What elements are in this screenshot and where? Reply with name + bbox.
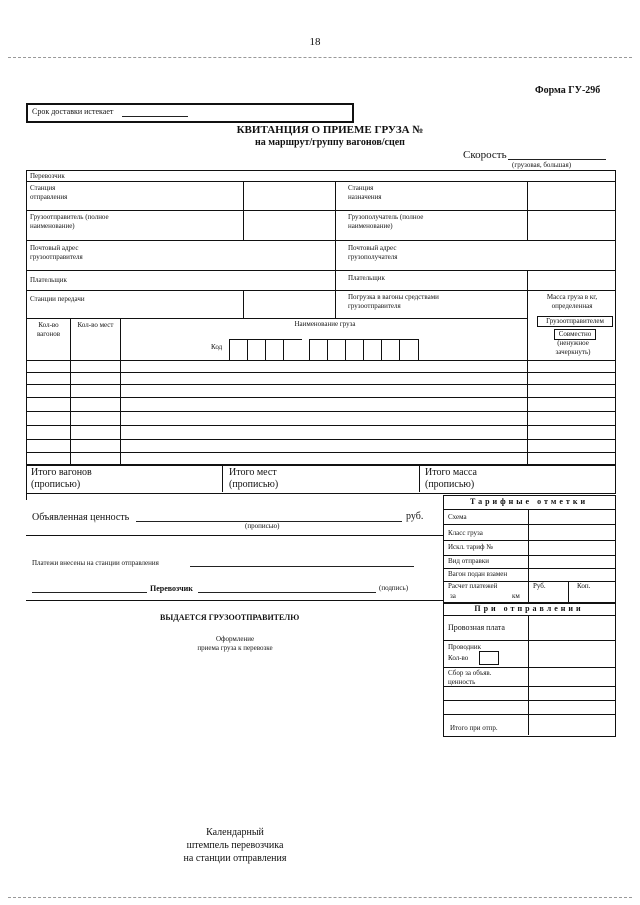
declared-value-hint: (прописью) <box>245 522 280 530</box>
speed-hint: (грузовая, большая) <box>512 161 572 169</box>
col-places-header: Кол-во мест <box>77 321 114 329</box>
dispatch-total-label: Итого при отпр. <box>450 724 498 732</box>
tariff-scheme-label: Схема <box>448 513 467 521</box>
destination-station-label: Станция назначения <box>348 184 382 201</box>
transfer-stations-label: Станции передачи <box>30 295 85 303</box>
col-cargo-name-header: Наименование груза <box>294 320 356 328</box>
shipper-address-label: Почтовый адрес грузоотправителя <box>30 244 83 261</box>
cargo-code-cell[interactable] <box>399 339 419 361</box>
consignee-address-label: Почтовый адрес грузополучателя <box>348 244 398 261</box>
issued-to-label: ВЫДАЕТСЯ ГРУЗООТПРАВИТЕЛЮ <box>160 613 300 622</box>
cargo-code-cell[interactable] <box>283 339 302 361</box>
tariff-km-label: км <box>512 592 520 600</box>
cargo-code-cell[interactable] <box>247 339 266 361</box>
tariff-exception-label: Искл. тариф № <box>448 543 494 551</box>
mass-defined-label: Масса груза в кг, определенная <box>546 293 598 310</box>
acceptance-line2: приема груза к перевозке <box>197 644 273 652</box>
page-number: 18 <box>309 36 321 48</box>
table-row[interactable] <box>26 425 615 426</box>
escorts-label: Проводник <box>448 643 482 651</box>
totals-row <box>26 464 616 494</box>
tariff-rub-label: Руб. <box>533 582 546 590</box>
payer-left-label: Плательщик <box>30 276 67 284</box>
cargo-code-cell[interactable] <box>345 339 364 361</box>
table-row[interactable] <box>26 411 615 412</box>
table-row[interactable] <box>26 372 615 373</box>
tariff-kop-label: Коп. <box>577 582 591 590</box>
escorts-count-field[interactable] <box>479 651 499 665</box>
carrier-sign-label: Перевозчик <box>150 584 193 593</box>
cargo-code-cell[interactable] <box>363 339 382 361</box>
bottom-divider <box>8 897 632 898</box>
total-mass-hint: (прописью) <box>425 479 475 490</box>
tariff-wagon-substitute-label: Вагон подан взамен <box>448 570 508 578</box>
page-title: КВИТАНЦИЯ О ПРИЕМЕ ГРУЗА № <box>236 124 424 136</box>
payments-made-label: Платежи внесены на станции отправления <box>32 559 159 567</box>
delivery-deadline-field[interactable] <box>122 116 188 117</box>
carrier-signature-field[interactable] <box>198 592 376 593</box>
mass-joint-option[interactable]: Совместно <box>554 329 596 340</box>
departure-station-label: Станция отправления <box>30 184 68 201</box>
carrier-sign-left-field[interactable] <box>32 592 147 593</box>
total-places-hint: (прописью) <box>229 479 279 490</box>
total-wagons-label: Итого вагонов <box>31 467 92 478</box>
tariff-payment-calc-label: Расчет платежей <box>448 582 498 590</box>
tariff-header: Тарифные отметки <box>469 497 589 506</box>
stamp-line1: Календарный <box>206 827 264 838</box>
tariff-cargo-class-label: Класс груза <box>448 529 483 537</box>
declared-value-label: Объявленная ценность <box>32 512 130 523</box>
payer-right-label: Плательщик <box>348 274 385 282</box>
mass-shipper-option[interactable]: Грузоотправителем <box>537 316 613 327</box>
total-wagons-hint: (прописью) <box>31 479 81 490</box>
top-divider <box>8 57 632 58</box>
declared-value-rub: руб. <box>406 511 424 522</box>
cargo-code-cell[interactable] <box>309 339 328 361</box>
total-places-label: Итого мест <box>229 467 277 478</box>
tariff-dispatch-type-label: Вид отправки <box>448 557 489 565</box>
carrier-label: Перевозчик <box>30 172 65 180</box>
speed-field[interactable] <box>508 159 606 160</box>
dispatch-header: При отправлении <box>474 604 584 613</box>
escorts-count-label: Кол-во <box>448 654 469 662</box>
total-mass-label: Итого масса <box>425 467 477 478</box>
table-row[interactable] <box>26 439 615 440</box>
cargo-code-cell[interactable] <box>265 339 284 361</box>
acceptance-line1: Оформление <box>215 635 255 643</box>
declared-fee-label: Сбор за объяв. ценность <box>448 669 492 686</box>
cargo-code-cell[interactable] <box>381 339 400 361</box>
payments-made-field[interactable] <box>190 566 414 567</box>
loading-by-label: Погрузка в вагоны средствами грузоотправителя <box>348 293 439 310</box>
consignee-label: Грузополучатель (полное наименование) <box>348 213 424 230</box>
cargo-code-cell[interactable] <box>229 339 248 361</box>
tariff-for-label: за <box>450 592 456 600</box>
carriage-fee-label: Провозная плата <box>448 623 505 632</box>
col-wagons-header: Кол-во вагонов <box>36 321 61 338</box>
stamp-line2: штемпель перевозчика <box>186 840 284 851</box>
table-row[interactable] <box>26 397 615 398</box>
shipper-label: Грузоотправитель (полное наименование) <box>30 213 109 230</box>
stamp-line3: на станции отправления <box>183 853 287 864</box>
delivery-deadline-label: Срок доставки истекает <box>32 107 114 116</box>
signature-hint: (подпись) <box>379 584 409 592</box>
page-subtitle: на маршрут/группу вагонов/сцеп <box>255 137 405 148</box>
cargo-code-cell[interactable] <box>327 339 346 361</box>
form-code: Форма ГУ-29б <box>535 85 601 96</box>
code-label: Код <box>211 343 223 351</box>
table-row[interactable] <box>26 452 615 453</box>
speed-label: Скорость <box>463 149 507 161</box>
table-row[interactable] <box>26 384 615 385</box>
mass-note: (ненужное зачеркнуть) <box>555 339 591 356</box>
